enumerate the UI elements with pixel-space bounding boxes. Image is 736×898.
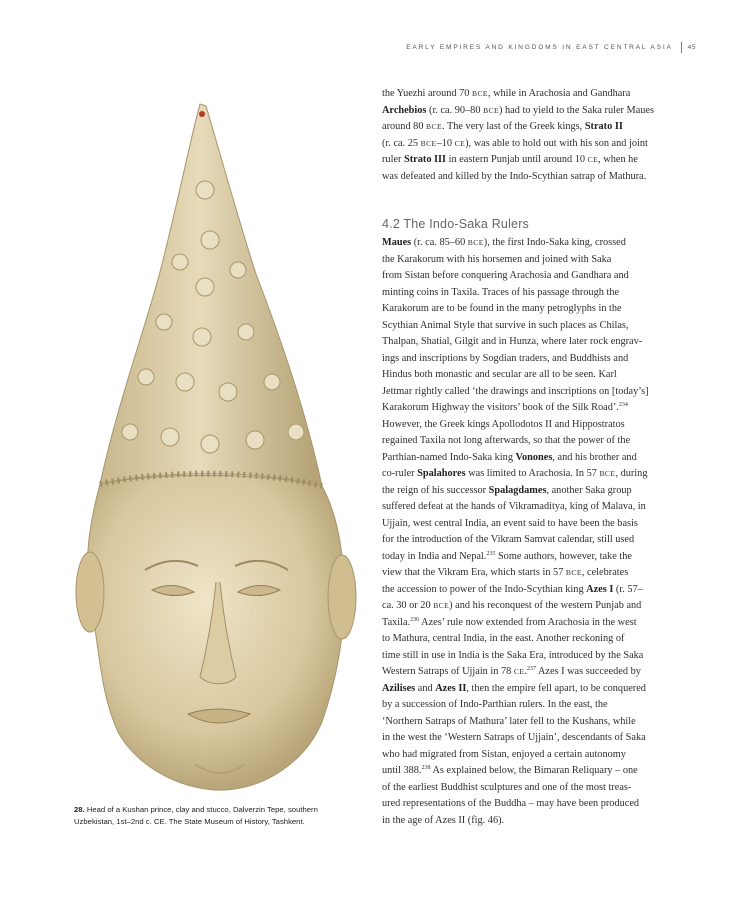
text-line: of the earliest Buddhist sculptures and one of the most treas- (382, 781, 632, 793)
text-line: was defeated and killed by the Indo-Scythian satrap of Mathura. (382, 170, 647, 182)
text-line: ca. 30 or 20 BCE) and his reconquest of the western Punjab and (382, 600, 642, 611)
text-line: to Mathura, central India, in the east. Another reckoning of (382, 633, 625, 644)
text-line: today in India and Nepal.$^{235}$ Some authors, however, take the (382, 550, 632, 562)
paragraph-continuation (382, 86, 680, 185)
text-line: the Karakorum with his horsemen and joined with Saka (382, 253, 612, 265)
paragraph-indo-saka (382, 235, 680, 829)
figure-caption-number: 28. (74, 805, 85, 814)
running-head (406, 42, 696, 53)
text-line: in the west the ‘Western Satraps of Ujjain’, descendants of Saka (382, 732, 646, 743)
text-line: time still in use in India is the Saka Era, introduced by the Saka (382, 649, 644, 661)
running-head-divider (681, 42, 682, 53)
text-line: Karakorum are to be found in the many petroglyphs in the (382, 303, 622, 314)
text-line: Parthian-named Indo-Saka king Vonones, and his brother and (382, 451, 637, 463)
text-line: co-ruler Spalahores was limited to Arachosia. In 57 BCE, during (382, 468, 648, 479)
text-line: regained Taxila not long afterwards, so that the power of the (382, 435, 631, 446)
text-line: Taxila.$^{236}$ Azes’ rule now extended from Arachosia in the west (382, 616, 637, 628)
text-line: Jettmar rightly called ‘the drawings and inscriptions on [today’s] (382, 385, 649, 397)
text-line: Hindus both monastic and secular are all to be seen. Karl (382, 369, 617, 380)
text-line: ured representations of the Buddha – may have been produced (382, 798, 640, 809)
text-line: from Sistan before conquering Arachosia and Gandhara and (382, 270, 629, 281)
text-line: Ujjain, west central India, an event said to have been the basis (382, 517, 638, 529)
text-line: ings and inscriptions by Sogdian traders, and Buddhists and (382, 352, 629, 364)
text-line: the Yuezhi around 70 BCE, while in Arachosia and Gandhara (382, 88, 631, 99)
text-line: Scythian Animal Style that survive in such places as Chilas, (382, 319, 629, 331)
text-line: the accession to power of the Indo-Scythian king Azes I (r. 57– (382, 583, 643, 595)
text-line: who had migrated from Sistan, enjoyed a certain autonomy (382, 748, 626, 760)
text-line: by a succession of Indo-Parthian rulers. In the east, the (382, 699, 608, 710)
text-line: until 388.$^{238}$ As explained below, the Bimaran Reliquary – one (382, 765, 638, 776)
text-line: suffered defeat at the hands of Vikramaditya, king of Malava, in (382, 501, 646, 512)
sculpture-illustration (60, 92, 360, 797)
figure-kushan-prince-head (60, 92, 360, 797)
text-line: minting coins in Taxila. Traces of his passage through the (382, 286, 620, 298)
text-line: in the age of Azes II (fig. 46). (382, 814, 505, 826)
text-line: Azilises and Azes II, then the empire fell apart, to be conquered (382, 682, 646, 694)
text-line: Archebios (r. ca. 90–80 BCE) had to yield to the Saka ruler Maues (382, 104, 655, 116)
text-line: Thalpan, Shatial, Gilgit and in Hunza, where later rock engrav- (382, 336, 643, 347)
text-line: (r. ca. 25 BCE–10 CE), was able to hold out with his son and joint (382, 137, 648, 149)
text-line: ruler Strato III in eastern Punjab until around 10 CE, when he (382, 154, 638, 165)
text-line: the reign of his successor Spalagdames, another Saka group (382, 484, 632, 496)
text-line: Karakorum Highway the visitors’ book of the Silk Road’.$^{234}$ (382, 402, 628, 413)
text-line: view that the Vikram Era, which starts in 57 BCE, celebrates (382, 567, 629, 578)
text-line: However, the Greek kings Apollodotos II and Hippostratos (382, 418, 625, 430)
text-line: ‘Northern Satraps of Mathura’ later fell to the Kushans, while (382, 715, 636, 727)
figure-caption-text: Head of a Kushan prince, clay and stucco, Dalverzin Tepe, southern Uzbekistan, 1st–2nd c. CE. The State Museum of History, Tashkent. (74, 805, 318, 826)
text-line: Western Satraps of Ujjain in 78 CE.$^{237}$ Azes I was succeeded by (382, 666, 641, 677)
running-head-title: EARLY EMPIRES AND KINGDOMS IN EAST CENTRAL ASIA (406, 44, 673, 51)
page-number: 45 (687, 44, 696, 51)
text-line: for the introduction of the Vikram Samvat calendar, still used (382, 534, 635, 545)
section-heading: 4.2 The Indo-Saka Rulers (382, 217, 530, 231)
figure-caption (74, 804, 350, 828)
text-line: around 80 BCE. The very last of the Greek kings, Strato II (382, 121, 623, 132)
text-line: Maues (r. ca. 85–60 BCE), the first Indo-Saka king, crossed (382, 237, 626, 248)
